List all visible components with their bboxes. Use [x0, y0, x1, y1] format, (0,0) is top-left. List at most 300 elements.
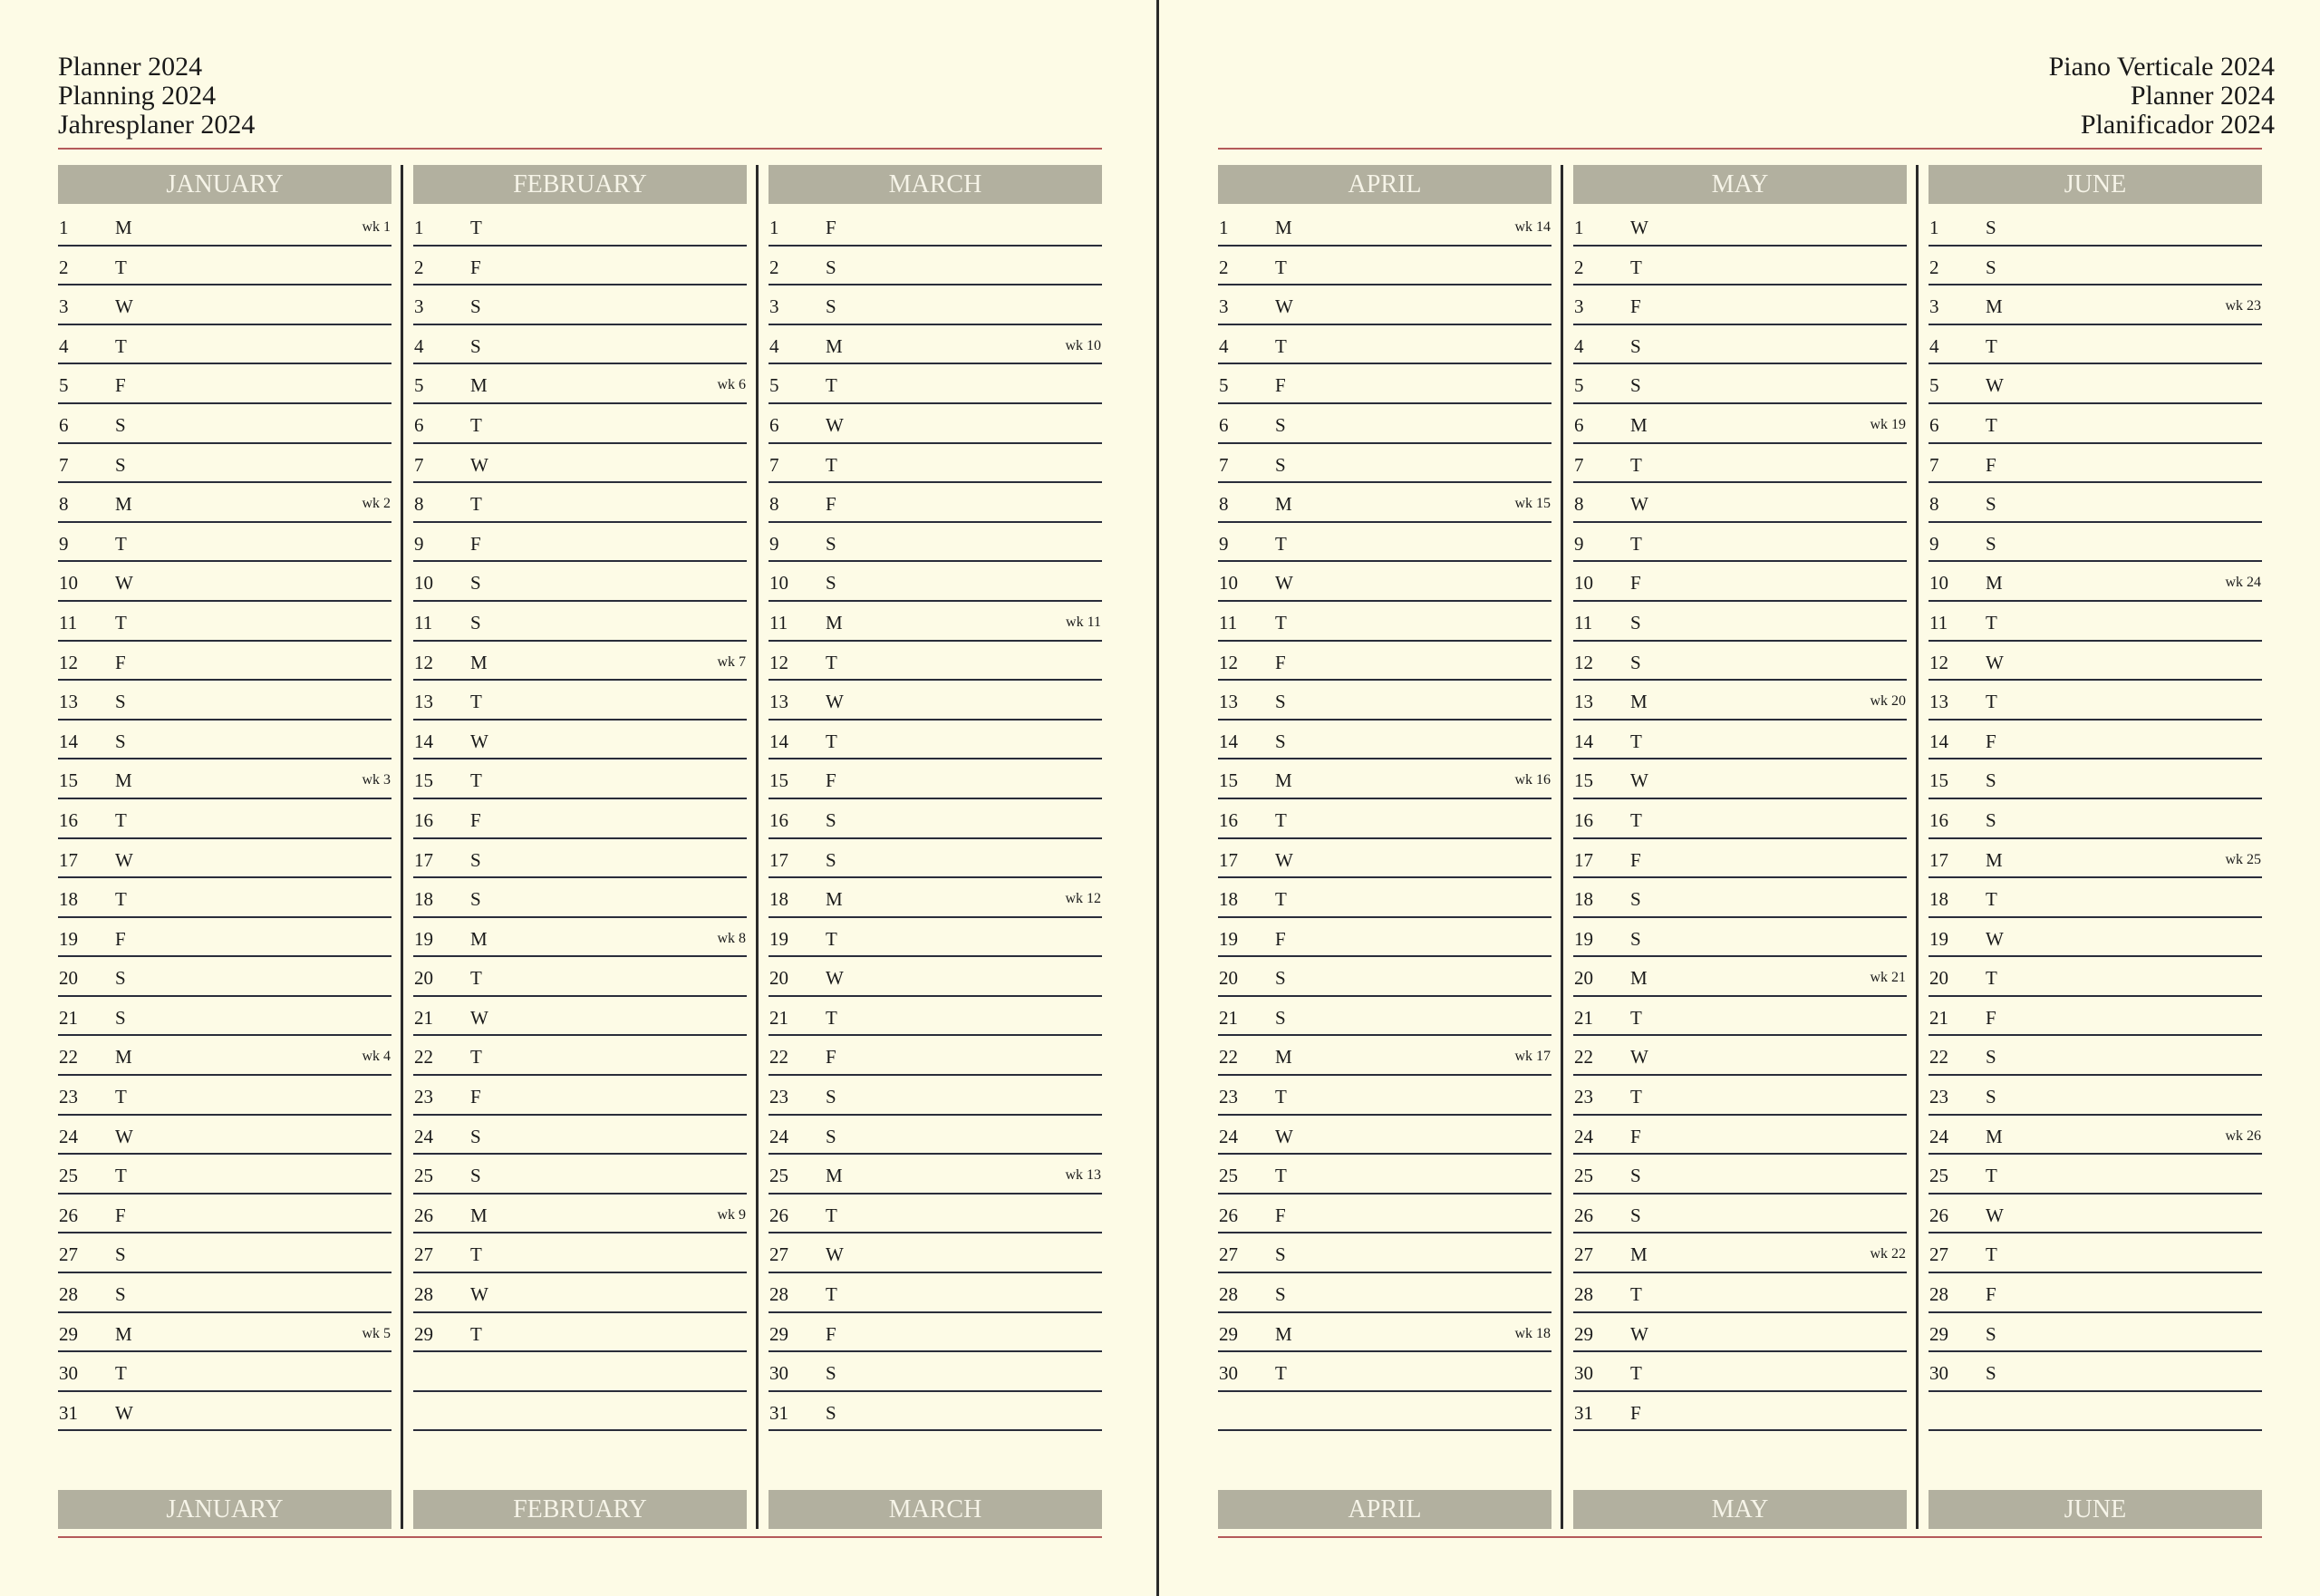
day-number: 24	[59, 1125, 78, 1147]
day-number: 23	[414, 1086, 433, 1108]
day-row	[768, 207, 1102, 247]
day-number: 10	[1574, 572, 1593, 595]
day-number: 29	[1929, 1322, 1948, 1345]
week-number: wk 9	[717, 1206, 746, 1223]
day-row	[1928, 1313, 2262, 1353]
day-row	[1928, 1076, 2262, 1116]
day-row	[1928, 444, 2262, 484]
month-header: APRIL	[1218, 165, 1552, 204]
weekday-letter: S	[115, 1006, 126, 1029]
day-number: 3	[414, 295, 424, 318]
day-number: 20	[59, 967, 78, 990]
weekday-letter: W	[1986, 927, 2004, 950]
day-row	[1573, 721, 1907, 760]
day-row	[58, 1233, 392, 1273]
day-number: 3	[769, 295, 779, 318]
week-number: wk 15	[1514, 496, 1551, 512]
day-row	[768, 285, 1102, 325]
month-column	[768, 165, 1102, 1529]
day-number: 19	[769, 927, 788, 950]
weekday-letter: T	[115, 1086, 127, 1108]
day-list	[413, 207, 747, 1485]
day-number: 19	[1219, 927, 1238, 950]
week-number: wk 13	[1065, 1167, 1101, 1184]
day-number: 19	[414, 927, 433, 950]
weekday-letter: F	[1630, 572, 1641, 595]
weekday-letter: S	[470, 611, 481, 634]
weekday-letter: M	[115, 217, 132, 238]
day-number: 2	[59, 256, 69, 278]
day-row	[1573, 207, 1907, 247]
weekday-letter: M	[470, 374, 488, 397]
day-number: 20	[414, 967, 433, 990]
day-row	[768, 918, 1102, 958]
day-list	[1928, 207, 2262, 1485]
day-row	[768, 681, 1102, 721]
day-number: 11	[59, 611, 78, 634]
weekday-letter: T	[826, 1283, 837, 1306]
weekday-letter: S	[1630, 374, 1641, 397]
page-titles	[58, 53, 255, 140]
day-number: 26	[59, 1204, 78, 1226]
week-number: wk 16	[1514, 772, 1551, 788]
weekday-letter: W	[470, 1283, 488, 1306]
day-number: 25	[1219, 1165, 1238, 1187]
day-number: 1	[769, 217, 779, 238]
day-row	[58, 444, 392, 484]
weekday-letter: M	[115, 493, 132, 516]
day-number: 9	[1929, 532, 1939, 555]
day-number: 23	[59, 1086, 78, 1108]
weekday-letter: T	[1630, 1283, 1642, 1306]
weekday-letter: W	[1275, 295, 1293, 318]
weekday-letter: F	[1630, 295, 1641, 318]
day-row	[1573, 1195, 1907, 1234]
weekday-letter: W	[826, 691, 844, 713]
weekday-letter: F	[470, 532, 481, 555]
day-number: 28	[414, 1283, 433, 1306]
day-row	[1573, 1076, 1907, 1116]
day-number: 27	[769, 1243, 788, 1266]
weekday-letter: T	[1986, 967, 1997, 990]
day-number: 1	[1219, 217, 1229, 238]
day-row	[58, 878, 392, 918]
weekday-letter: M	[115, 1046, 132, 1069]
day-number: 2	[1219, 256, 1229, 278]
day-number: 4	[59, 334, 69, 357]
weekday-letter: F	[115, 1204, 126, 1226]
day-number: 18	[1929, 888, 1948, 911]
day-row	[58, 681, 392, 721]
day-number: 21	[59, 1006, 78, 1029]
day-row	[1928, 759, 2262, 799]
day-number: 9	[769, 532, 779, 555]
day-row	[1928, 997, 2262, 1037]
day-number: 6	[59, 413, 69, 436]
day-row	[1573, 444, 1907, 484]
day-number: 12	[769, 651, 788, 673]
day-row	[1218, 444, 1552, 484]
weekday-letter: T	[470, 691, 482, 713]
weekday-letter: S	[1275, 1006, 1286, 1029]
weekday-letter: M	[1275, 217, 1292, 238]
day-list	[1573, 207, 1907, 1485]
weekday-letter: W	[1275, 572, 1293, 595]
weekday-letter: T	[1275, 256, 1287, 278]
weekday-letter: T	[470, 769, 482, 792]
month-header: FEBRUARY	[413, 165, 747, 204]
day-number: 6	[1219, 413, 1229, 436]
day-number: 21	[1219, 1006, 1238, 1029]
weekday-letter: T	[1630, 808, 1642, 831]
weekday-letter: S	[470, 334, 481, 357]
weekday-letter: S	[1630, 927, 1641, 950]
day-row	[768, 602, 1102, 642]
day-row	[1573, 642, 1907, 682]
weekday-letter: T	[115, 334, 127, 357]
weekday-letter: S	[1986, 532, 1996, 555]
day-number: 3	[59, 295, 69, 318]
day-row	[413, 1313, 747, 1353]
week-number: wk 11	[1066, 614, 1101, 630]
day-number: 27	[414, 1243, 433, 1266]
day-number: 20	[1574, 967, 1593, 990]
day-row	[1218, 1116, 1552, 1156]
day-row	[413, 918, 747, 958]
day-number: 10	[59, 572, 78, 595]
weekday-letter: S	[1986, 256, 1996, 278]
weekday-letter: T	[1630, 453, 1642, 476]
day-number: 5	[1574, 374, 1584, 397]
day-number: 13	[1219, 691, 1238, 713]
day-number: 7	[1219, 453, 1229, 476]
blank-day-row	[413, 1352, 747, 1392]
day-number: 9	[59, 532, 69, 555]
day-number: 15	[769, 769, 788, 792]
day-number: 1	[414, 217, 424, 238]
day-row	[58, 1313, 392, 1353]
weekday-letter: T	[470, 413, 482, 436]
weekday-letter: S	[1275, 730, 1286, 752]
day-row	[1218, 325, 1552, 365]
day-row	[768, 1076, 1102, 1116]
weekday-letter: W	[826, 1243, 844, 1266]
weekday-letter: S	[115, 413, 126, 436]
day-row	[58, 483, 392, 523]
day-row	[1573, 523, 1907, 563]
day-row	[1573, 285, 1907, 325]
day-number: 31	[769, 1401, 788, 1424]
weekday-letter: F	[1630, 1125, 1641, 1147]
day-row	[58, 1076, 392, 1116]
day-number: 16	[769, 808, 788, 831]
weekday-letter: M	[470, 651, 488, 673]
day-number: 9	[414, 532, 424, 555]
day-row	[1218, 721, 1552, 760]
day-number: 5	[414, 374, 424, 397]
day-number: 8	[1929, 493, 1939, 516]
day-row	[1573, 562, 1907, 602]
day-number: 30	[1219, 1362, 1238, 1385]
weekday-letter: S	[1275, 413, 1286, 436]
day-number: 22	[769, 1046, 788, 1069]
day-row	[1218, 207, 1552, 247]
day-number: 3	[1574, 295, 1584, 318]
weekday-letter: S	[826, 572, 836, 595]
weekday-letter: M	[1986, 295, 2003, 318]
weekday-letter: T	[1275, 1165, 1287, 1187]
day-row	[1928, 1155, 2262, 1195]
month-column	[1573, 165, 1907, 1529]
day-number: 6	[769, 413, 779, 436]
day-number: 11	[1929, 611, 1948, 634]
day-row	[1218, 918, 1552, 958]
day-number: 28	[59, 1283, 78, 1306]
weekday-letter: T	[1275, 532, 1287, 555]
week-number: wk 5	[362, 1325, 391, 1341]
day-number: 2	[1929, 256, 1939, 278]
day-number: 7	[414, 453, 424, 476]
month-footer: MAY	[1573, 1490, 1907, 1529]
day-row	[413, 839, 747, 879]
weekday-letter: W	[826, 967, 844, 990]
weekday-letter: W	[115, 1401, 133, 1424]
weekday-letter: W	[1630, 1046, 1648, 1069]
weekday-letter: T	[115, 1362, 127, 1385]
day-row	[1928, 562, 2262, 602]
title-line: Planning 2024	[58, 81, 217, 111]
weekday-letter: W	[1986, 651, 2004, 673]
day-row	[58, 1155, 392, 1195]
day-row	[1573, 759, 1907, 799]
day-number: 14	[59, 730, 78, 752]
month-header: JUNE	[1928, 165, 2262, 204]
day-row	[1218, 247, 1552, 286]
weekday-letter: F	[1275, 1204, 1286, 1226]
weekday-letter: S	[1630, 1204, 1641, 1226]
day-row	[1573, 364, 1907, 404]
weekday-letter: W	[470, 1006, 488, 1029]
day-row	[768, 957, 1102, 997]
weekday-letter: F	[1275, 651, 1286, 673]
day-number: 25	[1929, 1165, 1948, 1187]
weekday-letter: S	[1275, 967, 1286, 990]
day-number: 3	[1219, 295, 1229, 318]
weekday-letter: S	[1275, 691, 1286, 713]
day-number: 16	[414, 808, 433, 831]
weekday-letter: S	[826, 1401, 836, 1424]
weekday-letter: S	[1275, 1243, 1286, 1266]
day-number: 15	[1574, 769, 1593, 792]
day-row	[1573, 957, 1907, 997]
day-number: 28	[1219, 1283, 1238, 1306]
day-row	[1573, 1116, 1907, 1156]
weekday-letter: S	[1275, 1283, 1286, 1306]
day-row	[1218, 957, 1552, 997]
day-row	[768, 1036, 1102, 1076]
day-number: 7	[769, 453, 779, 476]
day-number: 25	[1574, 1165, 1593, 1187]
weekday-letter: T	[1275, 888, 1287, 911]
weekday-letter: W	[115, 848, 133, 871]
day-row	[413, 523, 747, 563]
weekday-letter: W	[1630, 493, 1648, 516]
day-row	[768, 997, 1102, 1037]
day-row	[413, 207, 747, 247]
day-number: 10	[1219, 572, 1238, 595]
weekday-letter: S	[1630, 651, 1641, 673]
weekday-letter: T	[470, 493, 482, 516]
weekday-letter: S	[115, 730, 126, 752]
day-row	[1218, 364, 1552, 404]
weekday-letter: M	[1630, 967, 1648, 990]
weekday-letter: M	[1275, 1322, 1292, 1345]
day-number: 20	[1219, 967, 1238, 990]
day-list	[768, 207, 1102, 1485]
bottom-rule	[1218, 1536, 2262, 1538]
day-number: 24	[1219, 1125, 1238, 1147]
day-number: 18	[414, 888, 433, 911]
day-number: 23	[1929, 1086, 1948, 1108]
weekday-letter: T	[470, 217, 482, 238]
week-number: wk 20	[1870, 693, 1906, 710]
weekday-letter: T	[826, 1006, 837, 1029]
day-row	[413, 325, 747, 365]
day-row	[1573, 918, 1907, 958]
weekday-letter: T	[1986, 413, 1997, 436]
weekday-letter: F	[826, 493, 836, 516]
week-number: wk 12	[1065, 891, 1101, 907]
day-row	[413, 1195, 747, 1234]
day-row	[1218, 523, 1552, 563]
day-number: 17	[1574, 848, 1593, 871]
day-row	[1218, 404, 1552, 444]
blank-day-row	[1218, 1392, 1552, 1432]
day-number: 2	[769, 256, 779, 278]
weekday-letter: M	[470, 927, 488, 950]
bottom-rule	[58, 1536, 1102, 1538]
day-row	[1573, 1392, 1907, 1432]
day-number: 28	[1574, 1283, 1593, 1306]
right-page	[1160, 0, 2320, 1596]
day-row	[1218, 483, 1552, 523]
weekday-letter: M	[1275, 1046, 1292, 1069]
weekday-letter: W	[115, 295, 133, 318]
weekday-letter: S	[1986, 808, 1996, 831]
weekday-letter: S	[115, 1243, 126, 1266]
day-row	[58, 562, 392, 602]
weekday-letter: F	[1630, 848, 1641, 871]
day-row	[768, 1116, 1102, 1156]
weekday-letter: M	[826, 334, 843, 357]
day-number: 5	[1219, 374, 1229, 397]
day-number: 19	[59, 927, 78, 950]
day-row	[768, 1313, 1102, 1353]
weekday-letter: M	[826, 611, 843, 634]
day-number: 25	[414, 1165, 433, 1187]
month-column	[1218, 165, 1552, 1529]
weekday-letter: S	[470, 295, 481, 318]
weekday-letter: M	[1275, 493, 1292, 516]
day-row	[768, 1195, 1102, 1234]
day-row	[58, 523, 392, 563]
week-number: wk 2	[362, 496, 391, 512]
weekday-letter: M	[1630, 1243, 1648, 1266]
day-number: 26	[1219, 1204, 1238, 1226]
day-row	[768, 1155, 1102, 1195]
day-row	[1218, 759, 1552, 799]
day-row	[58, 325, 392, 365]
day-row	[413, 681, 747, 721]
weekday-letter: W	[1630, 217, 1648, 238]
weekday-letter: T	[115, 611, 127, 634]
day-number: 3	[1929, 295, 1939, 318]
weekday-letter: M	[1986, 572, 2003, 595]
weekday-letter: M	[826, 888, 843, 911]
weekday-letter: W	[470, 453, 488, 476]
day-row	[768, 878, 1102, 918]
day-row	[1573, 681, 1907, 721]
weekday-letter: T	[1630, 1362, 1642, 1385]
weekday-letter: S	[1630, 1165, 1641, 1187]
day-row	[58, 1273, 392, 1313]
week-number: wk 14	[1514, 219, 1551, 235]
day-number: 8	[59, 493, 69, 516]
week-number: wk 22	[1870, 1246, 1906, 1262]
day-number: 7	[1574, 453, 1584, 476]
weekday-letter: T	[1275, 1362, 1287, 1385]
weekday-letter: W	[1630, 769, 1648, 792]
weekday-letter: M	[470, 1204, 488, 1226]
month-footer: APRIL	[1218, 1490, 1552, 1529]
day-number: 15	[59, 769, 78, 792]
day-row	[58, 918, 392, 958]
day-number: 16	[59, 808, 78, 831]
day-row	[768, 1233, 1102, 1273]
month-column	[413, 165, 747, 1529]
left-page	[0, 0, 1156, 1596]
weekday-letter: W	[1986, 374, 2004, 397]
day-row	[1928, 957, 2262, 997]
month-footer: MARCH	[768, 1490, 1102, 1529]
day-row	[58, 1036, 392, 1076]
day-row	[58, 799, 392, 839]
day-number: 29	[1219, 1322, 1238, 1345]
day-row	[768, 404, 1102, 444]
weekday-letter: S	[1986, 1362, 1996, 1385]
day-row	[768, 483, 1102, 523]
day-number: 21	[1929, 1006, 1948, 1029]
day-number: 14	[1929, 730, 1948, 752]
weekday-letter: T	[115, 888, 127, 911]
weekday-letter: T	[470, 967, 482, 990]
day-number: 8	[769, 493, 779, 516]
weekday-letter: M	[115, 1322, 132, 1345]
day-number: 13	[1929, 691, 1948, 713]
day-row	[1573, 1273, 1907, 1313]
month-footer: JANUARY	[58, 1490, 392, 1529]
weekday-letter: T	[1275, 1086, 1287, 1108]
weekday-letter: W	[1275, 1125, 1293, 1147]
weekday-letter: S	[470, 1125, 481, 1147]
day-number: 9	[1574, 532, 1584, 555]
day-row	[1573, 602, 1907, 642]
day-number: 17	[1219, 848, 1238, 871]
day-row	[1928, 1036, 2262, 1076]
day-number: 28	[1929, 1283, 1948, 1306]
day-row	[768, 759, 1102, 799]
week-number: wk 8	[717, 930, 746, 946]
